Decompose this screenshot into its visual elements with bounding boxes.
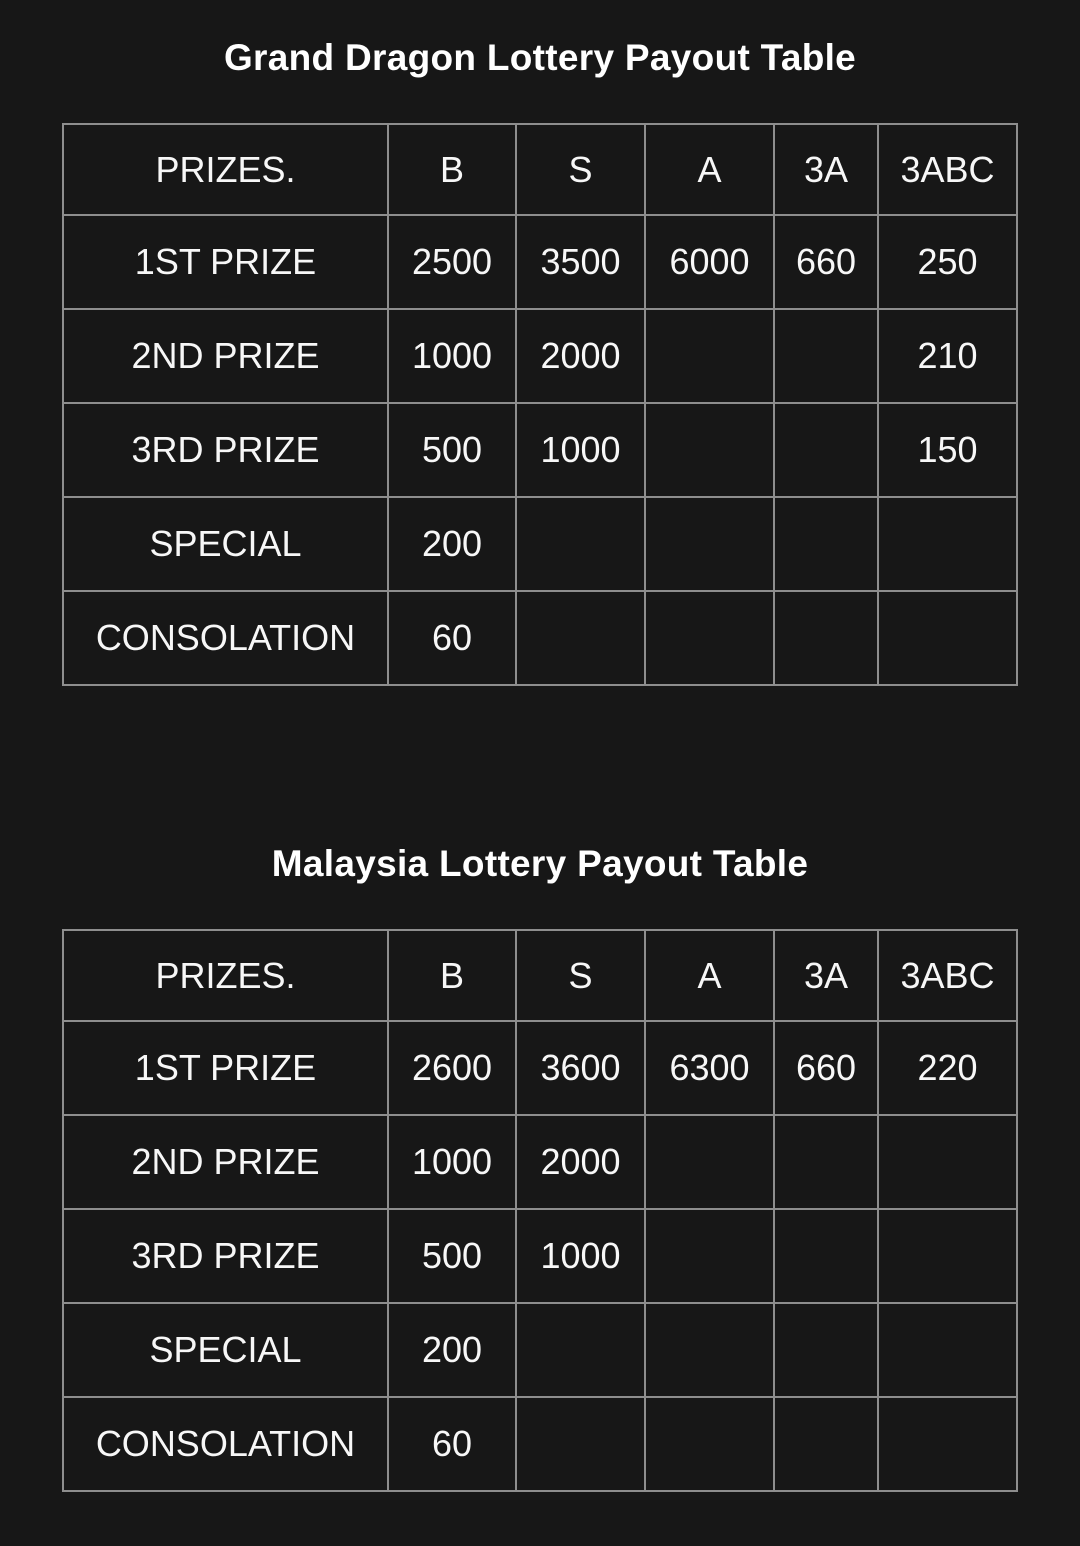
header-cell-prizes: PRIZES. <box>63 930 388 1021</box>
row-1st-prize <box>63 1021 1017 1115</box>
header-row <box>63 124 1017 215</box>
malaysia-title: Malaysia Lottery Payout Table <box>271 843 809 884</box>
header-cell-prizes: PRIZES. <box>63 124 388 215</box>
cell-3abc <box>878 591 1017 685</box>
row-3rd-prize <box>63 403 1017 497</box>
row-label: 3RD PRIZE <box>63 403 388 497</box>
grand-dragon-payout-table <box>62 123 1018 686</box>
cell-a: 6000 <box>645 215 774 309</box>
cell-3abc: 220 <box>878 1021 1017 1115</box>
cell-b: 500 <box>388 403 516 497</box>
row-2nd-prize <box>63 309 1017 403</box>
cell-s: 1000 <box>516 403 645 497</box>
cell-b: 60 <box>388 1397 516 1491</box>
cell-s: 3600 <box>516 1021 645 1115</box>
cell-3abc: 150 <box>878 403 1017 497</box>
cell-a <box>645 309 774 403</box>
grand-dragon-title: Grand Dragon Lottery Payout Table <box>223 37 857 78</box>
cell-s: 3500 <box>516 215 645 309</box>
header-cell-3a: 3A <box>774 124 878 215</box>
cell-a <box>645 497 774 591</box>
cell-a <box>645 403 774 497</box>
cell-3abc: 250 <box>878 215 1017 309</box>
header-cell-3abc: 3ABC <box>878 930 1017 1021</box>
malaysia-section <box>0 842 1080 1492</box>
row-label: SPECIAL <box>63 497 388 591</box>
cell-3a <box>774 309 878 403</box>
header-cell-s: S <box>516 124 645 215</box>
cell-3a <box>774 1209 878 1303</box>
cell-b: 200 <box>388 1303 516 1397</box>
row-label: CONSOLATION <box>63 591 388 685</box>
cell-b: 60 <box>388 591 516 685</box>
row-label: 3RD PRIZE <box>63 1209 388 1303</box>
cell-s: 1000 <box>516 1209 645 1303</box>
row-3rd-prize <box>63 1209 1017 1303</box>
cell-3a <box>774 497 878 591</box>
malaysia-payout-table <box>62 929 1018 1492</box>
cell-3a <box>774 403 878 497</box>
header-cell-b: B <box>388 930 516 1021</box>
cell-3abc <box>878 1115 1017 1209</box>
header-cell-a: A <box>645 124 774 215</box>
cell-3a <box>774 1115 878 1209</box>
header-cell-b: B <box>388 124 516 215</box>
cell-b: 1000 <box>388 1115 516 1209</box>
cell-b: 200 <box>388 497 516 591</box>
cell-b: 2600 <box>388 1021 516 1115</box>
cell-3abc <box>878 1397 1017 1491</box>
row-special <box>63 1303 1017 1397</box>
cell-s: 2000 <box>516 309 645 403</box>
header-row <box>63 930 1017 1021</box>
cell-3abc <box>878 497 1017 591</box>
row-special <box>63 497 1017 591</box>
cell-a <box>645 1115 774 1209</box>
cell-3a: 660 <box>774 1021 878 1115</box>
row-label: SPECIAL <box>63 1303 388 1397</box>
header-cell-3abc: 3ABC <box>878 124 1017 215</box>
grand-dragon-section <box>0 36 1080 686</box>
cell-a <box>645 1303 774 1397</box>
header-cell-a: A <box>645 930 774 1021</box>
cell-3abc <box>878 1303 1017 1397</box>
header-cell-s: S <box>516 930 645 1021</box>
cell-3abc <box>878 1209 1017 1303</box>
row-consolation <box>63 1397 1017 1491</box>
cell-a: 6300 <box>645 1021 774 1115</box>
cell-s <box>516 1303 645 1397</box>
row-1st-prize <box>63 215 1017 309</box>
cell-s: 2000 <box>516 1115 645 1209</box>
row-label: 2ND PRIZE <box>63 309 388 403</box>
cell-s <box>516 591 645 685</box>
row-label: 2ND PRIZE <box>63 1115 388 1209</box>
cell-a <box>645 591 774 685</box>
cell-3abc: 210 <box>878 309 1017 403</box>
row-label: CONSOLATION <box>63 1397 388 1491</box>
header-cell-3a: 3A <box>774 930 878 1021</box>
cell-3a: 660 <box>774 215 878 309</box>
cell-a <box>645 1397 774 1491</box>
cell-s <box>516 1397 645 1491</box>
cell-3a <box>774 1397 878 1491</box>
row-2nd-prize <box>63 1115 1017 1209</box>
cell-b: 500 <box>388 1209 516 1303</box>
row-label: 1ST PRIZE <box>63 215 388 309</box>
cell-b: 1000 <box>388 309 516 403</box>
cell-3a <box>774 591 878 685</box>
cell-3a <box>774 1303 878 1397</box>
cell-s <box>516 497 645 591</box>
row-label: 1ST PRIZE <box>63 1021 388 1115</box>
cell-a <box>645 1209 774 1303</box>
row-consolation <box>63 591 1017 685</box>
cell-b: 2500 <box>388 215 516 309</box>
